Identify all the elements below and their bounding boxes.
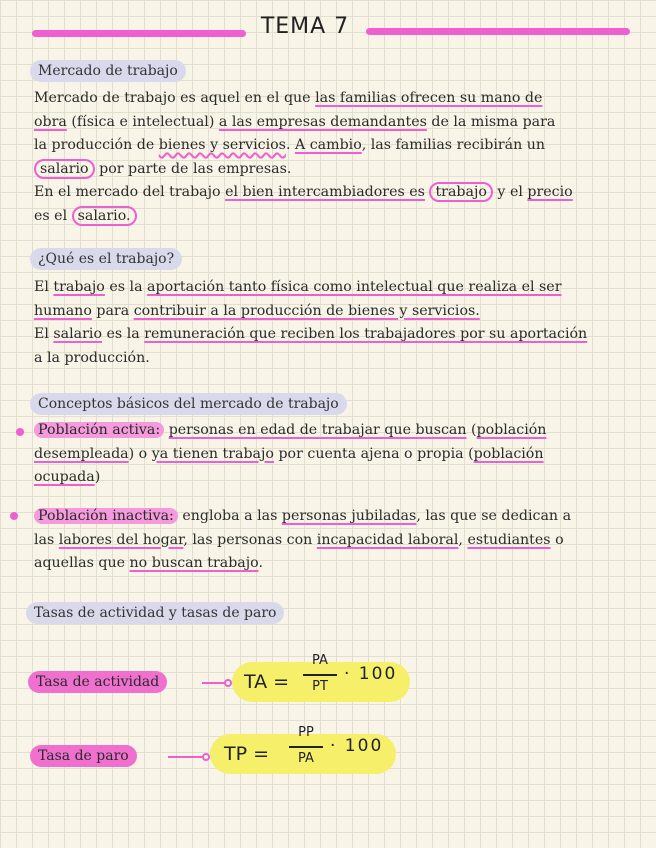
text: El xyxy=(34,279,54,295)
text-line xyxy=(34,276,648,300)
text: y el xyxy=(492,184,528,200)
text: por cuenta ajena o propia ( xyxy=(273,445,474,462)
circled-text: trabajo xyxy=(429,182,492,202)
text-line xyxy=(34,87,648,111)
section-heading-conceptos: Conceptos básicos del mercado de trabajo xyxy=(30,393,347,415)
underlined-text: no buscan trabajo xyxy=(129,555,259,571)
underlined-text: precio xyxy=(527,184,573,200)
formula-multiplier: · 100 xyxy=(344,664,398,684)
underlined-text: ocupada xyxy=(34,469,95,485)
underlined-text: obra xyxy=(34,113,67,130)
circled-text: salario xyxy=(34,159,95,179)
section-heading-tasas: Tasas de actividad y tasas de paro xyxy=(26,602,284,624)
text-line xyxy=(34,419,648,443)
formula-numerator: PA xyxy=(312,653,328,668)
text-line xyxy=(34,205,648,229)
text-line xyxy=(34,529,648,553)
highlighted-term: Población inactiva: xyxy=(34,508,178,524)
text: , las personas con xyxy=(183,531,317,548)
text: ( xyxy=(466,422,477,438)
section-heading-que-es-trabajo: ¿Qué es el trabajo? xyxy=(30,248,182,270)
section-heading-mercado: Mercado de trabajo xyxy=(30,60,186,82)
underlined-text: trabajo xyxy=(53,279,105,295)
text: Mercado de trabajo es aquel en el que xyxy=(34,90,316,106)
underlined-text: ya tienen trabajo xyxy=(151,445,274,462)
bullet-dot xyxy=(10,512,18,520)
underlined-text: personas en edad de trabajar que buscan xyxy=(168,422,467,438)
section-1-paragraph xyxy=(34,87,648,228)
bullet-poblacion-activa xyxy=(34,419,648,490)
text: En el mercado del trabajo xyxy=(34,184,226,200)
text-line xyxy=(34,347,648,371)
underlined-text: A cambio xyxy=(294,137,362,153)
fraction-bar xyxy=(303,674,337,676)
text-line xyxy=(34,552,648,576)
text: es la xyxy=(104,279,148,295)
text-line xyxy=(34,300,648,324)
text-line xyxy=(34,323,648,347)
underlined-text: desempleada xyxy=(34,445,129,462)
text: , las familias recibirán un xyxy=(361,137,546,153)
text: . xyxy=(258,555,263,571)
text: ) o xyxy=(128,445,152,462)
arrow-icon xyxy=(200,676,234,690)
underlined-text: humano xyxy=(34,302,92,319)
text: es la xyxy=(102,326,145,342)
page-title: TEMA 7 xyxy=(260,14,350,39)
underlined-text: las familias ofrecen su mano de xyxy=(315,90,543,106)
text: de la misma para xyxy=(426,113,556,130)
text: para xyxy=(91,302,134,319)
text-line xyxy=(34,466,648,490)
text: la producción de xyxy=(34,137,159,153)
text: es el xyxy=(34,207,72,224)
label-tasa-actividad: Tasa de actividad xyxy=(28,671,167,693)
text: . xyxy=(285,137,295,153)
text: engloba a las xyxy=(177,508,282,524)
text-line xyxy=(34,134,648,158)
bullet-dot xyxy=(16,428,24,436)
underlined-text: incapacidad laboral xyxy=(316,531,459,548)
underlined-text: salario xyxy=(53,326,103,342)
title-bar-right xyxy=(366,28,630,35)
wavy-text: bienes y servicios xyxy=(158,137,286,153)
text: El xyxy=(34,326,54,342)
text: ) xyxy=(94,469,101,485)
text-line xyxy=(34,505,648,529)
underlined-text: estudiantes xyxy=(467,531,551,548)
text: por parte de las empresas. xyxy=(94,160,292,177)
arrow-icon xyxy=(166,750,212,764)
text: , xyxy=(458,531,468,548)
label-tasa-paro: Tasa de paro xyxy=(30,745,137,767)
text: a la producción. xyxy=(34,349,150,366)
formula-multiplier: · 100 xyxy=(330,736,384,756)
underlined-text: personas jubiladas xyxy=(281,508,417,524)
fraction-bar xyxy=(289,746,323,748)
underlined-text: a las empresas demandantes xyxy=(218,113,427,130)
bullet-poblacion-inactiva xyxy=(34,505,648,576)
underlined-text: remuneración que reciben los trabajadores por su aportación xyxy=(144,326,588,342)
underlined-text: población xyxy=(473,445,544,462)
underlined-text: aportación tanto física como intelectual que realiza el ser xyxy=(147,279,562,295)
text-line xyxy=(34,158,648,182)
text: las xyxy=(34,531,59,548)
formula-denominator: PA xyxy=(298,751,314,766)
text: o xyxy=(550,531,564,548)
underlined-text: labores del hogar xyxy=(58,531,184,548)
section-2-paragraph xyxy=(34,276,648,370)
underlined-text: contribuir a la producción de bienes y servicios. xyxy=(133,302,480,319)
text-line xyxy=(34,111,648,135)
text-line xyxy=(34,181,648,205)
text-line xyxy=(34,443,648,467)
text: aquellas que xyxy=(34,555,130,571)
highlighted-term: Población activa: xyxy=(34,422,164,438)
underlined-text: población xyxy=(476,422,547,438)
formula-numerator: PP xyxy=(298,725,314,740)
circled-text: salario. xyxy=(72,206,137,226)
underlined-text: el bien intercambiadores es xyxy=(225,184,425,200)
formula-tasa-paro xyxy=(210,725,396,774)
title-bar-left xyxy=(32,30,246,37)
formula-lhs: TA = xyxy=(244,671,290,693)
text: , las que se dedican a xyxy=(416,508,572,524)
formula-lhs: TP = xyxy=(224,743,270,765)
formula-denominator: PT xyxy=(312,679,328,694)
formula-tasa-actividad xyxy=(232,653,410,702)
text: (física e intelectual) xyxy=(66,113,219,130)
